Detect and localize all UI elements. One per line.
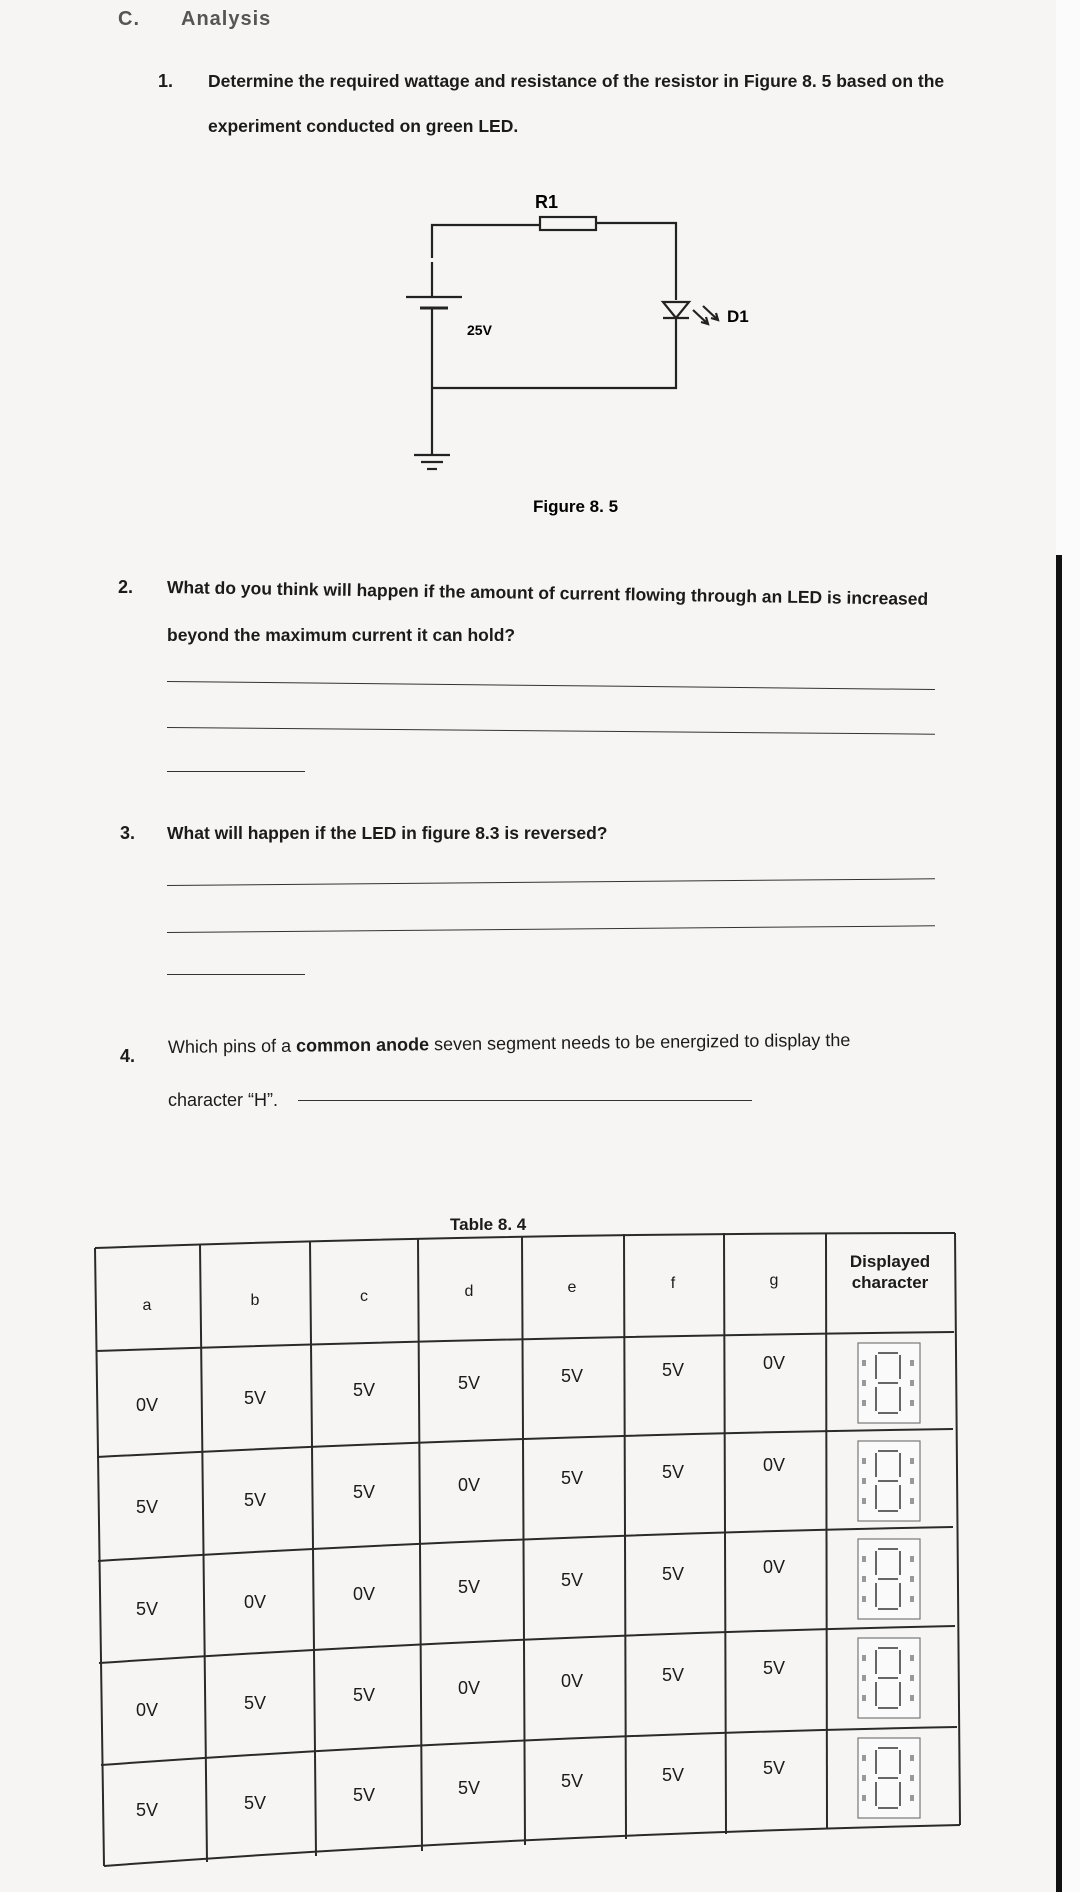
diode-triangle — [663, 302, 689, 318]
table-cell: 0V — [762, 1454, 786, 1475]
table-cell: 0V — [243, 1591, 267, 1612]
resistor-symbol — [540, 217, 596, 230]
table-col-line-5 — [624, 1234, 626, 1839]
table-header-f: f — [670, 1275, 676, 1292]
figure-caption: Figure 8. 5 — [533, 497, 619, 516]
table-row-line-2 — [97, 1429, 953, 1457]
table-cell: 5V — [762, 1657, 786, 1678]
table-cell: 5V — [135, 1800, 159, 1820]
table-cell: 0V — [457, 1475, 481, 1496]
resistor-label: R1 — [535, 192, 559, 212]
section-letter: C. — [118, 8, 140, 30]
q2-answer-line-3[interactable] — [167, 771, 305, 772]
circuit-diagram — [0, 0, 1056, 540]
table-cell: 5V — [352, 1380, 376, 1401]
section-title: Analysis — [181, 8, 272, 30]
q2-text-line1: What do you think will happen if the amount of current flowing through an LED is increased — [166, 577, 929, 609]
q1-text-line2: experiment conducted on green LED. — [208, 116, 519, 136]
q4-emphasis: common anode — [295, 1034, 430, 1056]
seven-segment-icons — [858, 1343, 920, 1818]
table-cell: 5V — [457, 1577, 481, 1598]
table-header-a: a — [142, 1297, 152, 1314]
table-row-line-5 — [101, 1727, 957, 1765]
q4-number: 4. — [120, 1046, 136, 1066]
seven-segment-icon — [858, 1441, 920, 1521]
table-cell: 5V — [560, 1771, 584, 1792]
table-header-g: g — [769, 1272, 779, 1289]
source-voltage-label: 25V — [467, 322, 492, 338]
table-cell: 5V — [352, 1785, 376, 1806]
table-header-d: d — [464, 1283, 474, 1300]
truth-table-grid — [0, 1225, 1056, 1892]
table-cell: 5V — [243, 1792, 267, 1813]
display-header — [835, 1251, 945, 1293]
seven-segment-icon — [858, 1539, 920, 1619]
table-col-line-6 — [724, 1233, 726, 1834]
table-cell: 5V — [661, 1359, 685, 1380]
table-header-b: b — [250, 1292, 260, 1309]
table-caption: Table 8. 4 — [450, 1215, 527, 1234]
diode-label: D1 — [727, 307, 749, 326]
q1-number: 1. — [158, 71, 174, 91]
wire-top-left — [432, 225, 540, 258]
q4-text-line2: character “H”. — [168, 1090, 279, 1110]
table-col-line-0 — [95, 1248, 104, 1866]
q1-text-line1: Determine the required wattage and resistance of the resistor in Figure 8. 5 based on the — [208, 71, 945, 91]
display-header-line1: Displayed — [849, 1252, 931, 1271]
table-cell: 5V — [457, 1778, 481, 1799]
wire-top-right — [596, 223, 676, 300]
table-header-e: e — [567, 1279, 577, 1296]
table-cell: 5V — [135, 1599, 159, 1619]
table-cell: 5V — [352, 1685, 376, 1706]
display-header-line2: character — [851, 1273, 929, 1292]
q3-number: 3. — [120, 823, 136, 843]
table-cell: 5V — [560, 1570, 584, 1591]
table-cell: 5V — [560, 1366, 584, 1387]
table-cell: 5V — [560, 1468, 584, 1489]
table-cell: 5V — [352, 1482, 376, 1503]
table-cell: 5V — [661, 1764, 685, 1785]
q2-text-line2: beyond the maximum current it can hold? — [167, 625, 516, 645]
seven-segment-icon — [858, 1638, 920, 1718]
table-header-c: c — [360, 1288, 368, 1305]
table-cell: 0V — [762, 1556, 786, 1577]
table-cell: 0V — [762, 1352, 786, 1373]
q3-answer-line-3[interactable] — [167, 974, 305, 975]
table-cell: 0V — [457, 1678, 481, 1699]
table-cell: 5V — [762, 1757, 786, 1778]
table-col-line-7 — [826, 1233, 827, 1829]
table-cell: 5V — [661, 1563, 685, 1584]
table-row-line-3 — [98, 1527, 953, 1561]
table-border-bottom — [104, 1825, 960, 1866]
page-seam — [1056, 555, 1062, 1892]
seven-segment-icon — [858, 1343, 920, 1423]
table-col-line-1 — [200, 1245, 207, 1862]
q2-number: 2. — [118, 577, 134, 597]
table-cell: 5V — [661, 1664, 685, 1685]
table-cell: 0V — [135, 1700, 159, 1720]
table-cell: 5V — [457, 1373, 481, 1394]
table-cell: 5V — [243, 1489, 267, 1510]
table-cell: 5V — [243, 1692, 267, 1713]
table-cell: 0V — [352, 1584, 376, 1605]
seven-segment-icon — [858, 1738, 920, 1818]
table-cell: 5V — [243, 1387, 267, 1408]
table-cell: 0V — [560, 1671, 584, 1692]
q4-text-part1: Which pins of a — [167, 1035, 297, 1057]
q4-text-part2: seven segment needs to be energized to display the — [428, 1029, 851, 1055]
emission-arrow-1 — [693, 310, 708, 324]
table-col-line-8 — [955, 1233, 960, 1825]
q3-text-line1: What will happen if the LED in figure 8.3 is reversed? — [167, 823, 608, 843]
table-cell: 5V — [661, 1461, 685, 1482]
q4-answer-line[interactable] — [298, 1100, 752, 1101]
table-cell: 0V — [135, 1395, 159, 1415]
table-cell: 5V — [135, 1497, 159, 1517]
